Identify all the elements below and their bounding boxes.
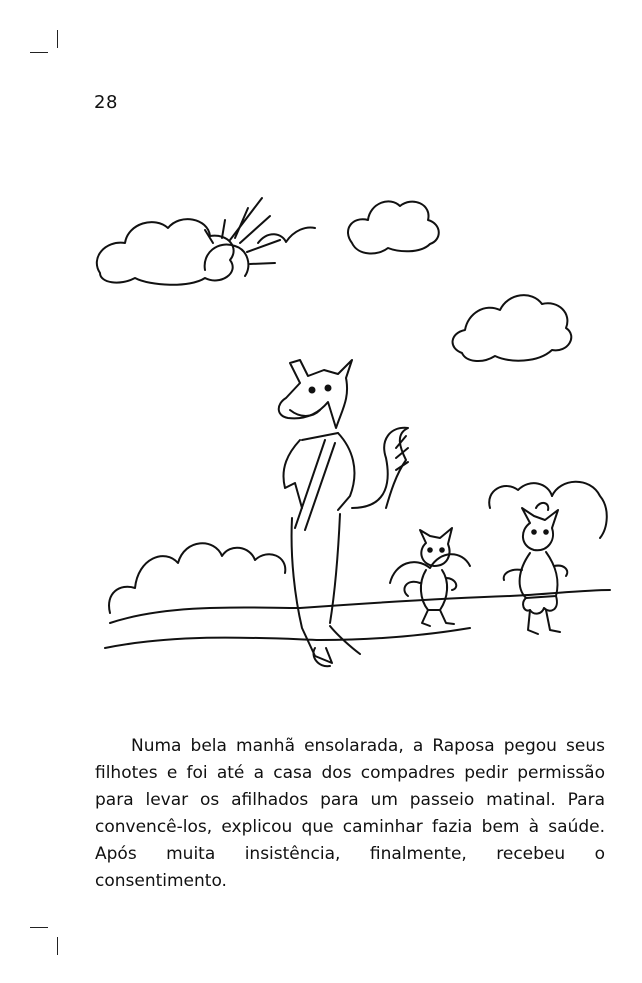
story-paragraph: Numa bela manhã ensolarada, a Raposa pegou seus filhotes e foi até a casa dos compadres pedir permissão para levar os afilhados para um passeio matinal. Para convencê-los, explicou que caminhar fazia bem à saúde. Após muita insistência, finalmente, recebeu o consentimento. (95, 736, 605, 891)
cloud-icon (97, 219, 234, 285)
cloud-icon (453, 295, 572, 361)
crop-mark-bottom-vertical (57, 937, 58, 955)
bush-icon (109, 543, 285, 613)
crop-mark-top-horizontal (30, 52, 48, 53)
bush-icon (552, 482, 607, 538)
bird-icon (258, 228, 315, 243)
cloud-icon (348, 201, 439, 253)
fox-icon (279, 360, 408, 666)
crop-mark-top-vertical (57, 30, 58, 48)
bush-icon (390, 554, 470, 583)
bush-icon (489, 483, 552, 508)
page-number: 28 (94, 92, 118, 113)
ground-line (110, 590, 610, 623)
kitten-icon (404, 528, 456, 626)
story-illustration (90, 178, 615, 683)
girl-fox-icon (504, 503, 568, 634)
sun-icon (205, 198, 280, 276)
crop-mark-bottom-horizontal (30, 927, 48, 928)
ground-line (105, 628, 470, 648)
